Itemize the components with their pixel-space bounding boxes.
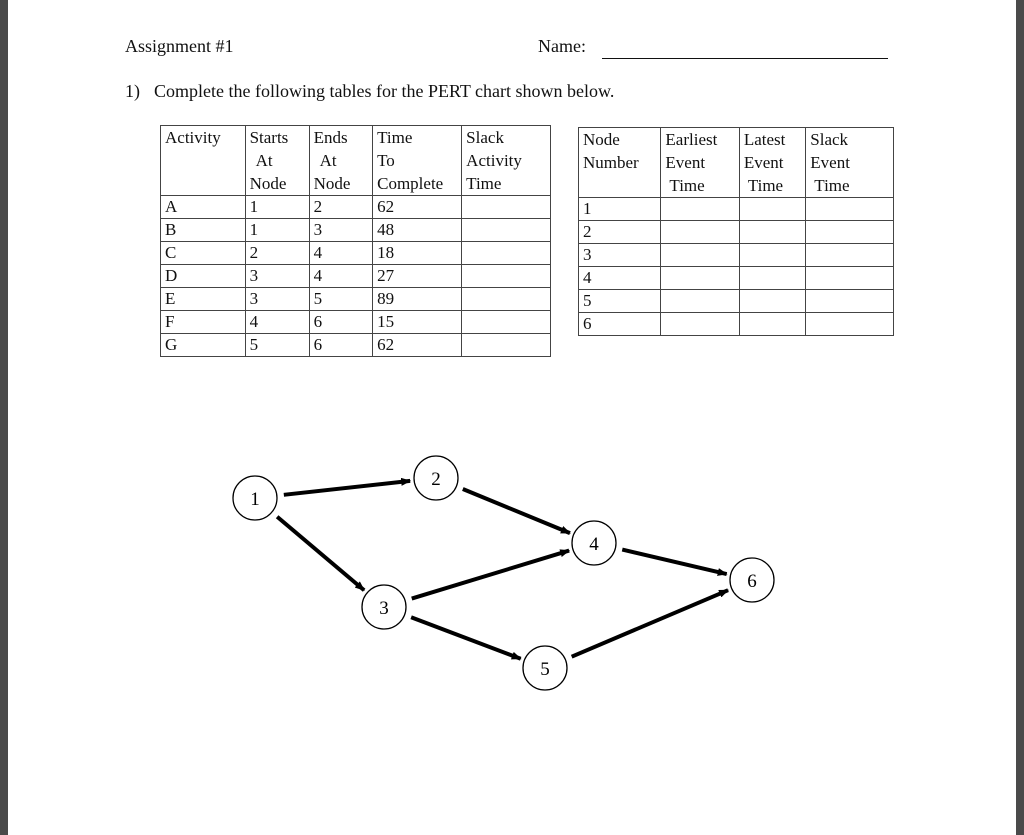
node-label: 1 (250, 489, 260, 510)
edge-3-4 (412, 551, 569, 599)
pert-node-5 (523, 646, 567, 690)
header-line: Event (743, 153, 784, 172)
header-line: At (319, 151, 337, 170)
cell-time: 48 (373, 219, 462, 242)
cell-time: 27 (373, 265, 462, 288)
cell-start: 3 (245, 265, 309, 288)
header-line: Node (313, 174, 351, 193)
cell-end: 6 (309, 311, 372, 334)
node-label: 2 (431, 469, 441, 490)
pert-node-4 (572, 521, 616, 565)
node-label: 6 (747, 571, 757, 592)
header-line: Activity (466, 151, 522, 170)
cell-node: 6 (579, 313, 661, 336)
pert-node-3 (362, 585, 406, 629)
edge-1-2 (284, 481, 410, 495)
cell-node: 3 (579, 244, 661, 267)
cell-node: 2 (579, 221, 661, 244)
edge-3-5 (411, 617, 521, 659)
header-line: Event (665, 153, 706, 172)
header-line: Starts (249, 128, 289, 147)
header-line: Complete (377, 174, 444, 193)
cell-start: 5 (245, 334, 309, 357)
header-line: Node (249, 174, 287, 193)
edge-4-6 (622, 550, 726, 574)
cell-activity: D (161, 265, 246, 288)
cell-start: 1 (245, 219, 309, 242)
header-line: Time (747, 176, 784, 195)
question-text: Complete the following tables for the PERT chart shown below. (154, 81, 615, 101)
cell-end: 6 (309, 334, 372, 357)
cell-start: 4 (245, 311, 309, 334)
header-line: Slack (810, 130, 849, 149)
header-line: Activity (165, 128, 221, 147)
node-label: 4 (589, 534, 599, 555)
node-label: 5 (540, 659, 550, 680)
header-line: At (255, 151, 273, 170)
cell-activity: C (161, 242, 246, 265)
pert-node-2 (414, 456, 458, 500)
cell-activity: B (161, 219, 246, 242)
cell-end: 5 (309, 288, 372, 311)
cell-activity: G (161, 334, 246, 357)
cell-time: 15 (373, 311, 462, 334)
cell-node: 1 (579, 198, 661, 221)
question-number: 1) (125, 81, 140, 101)
cell-activity: A (161, 196, 246, 219)
header-line: Event (810, 153, 850, 172)
edge-5-6 (572, 590, 728, 656)
edge-2-4 (463, 489, 570, 533)
header-line: Time (377, 128, 413, 147)
header-line: Ends (313, 128, 348, 147)
pert-node-1 (233, 476, 277, 520)
header-line: Number (583, 153, 639, 172)
cell-activity: E (161, 288, 246, 311)
cell-end: 4 (309, 265, 372, 288)
node-label: 3 (379, 598, 389, 619)
cell-node: 4 (579, 267, 661, 290)
cell-end: 3 (309, 219, 372, 242)
cell-time: 89 (373, 288, 462, 311)
pert-node-6 (730, 558, 774, 602)
header-line: Time (669, 176, 705, 195)
cell-start: 2 (245, 242, 309, 265)
header-line: Time (814, 176, 850, 195)
header-line: Node (583, 130, 620, 149)
header-line: To (377, 151, 395, 170)
cell-time: 62 (373, 196, 462, 219)
name-label: Name: (538, 36, 586, 56)
cell-end: 4 (309, 242, 372, 265)
cell-activity: F (161, 311, 246, 334)
cell-time: 18 (373, 242, 462, 265)
header-line: Time (466, 174, 502, 193)
cell-end: 2 (309, 196, 372, 219)
header-line: Earliest (665, 130, 718, 149)
header-line: Latest (743, 130, 786, 149)
edge-1-3 (277, 517, 364, 591)
cell-start: 1 (245, 196, 309, 219)
cell-time: 62 (373, 334, 462, 357)
header-line: Slack (466, 128, 504, 147)
cell-start: 3 (245, 288, 309, 311)
cell-node: 5 (579, 290, 661, 313)
assignment-title: Assignment #1 (125, 36, 234, 56)
